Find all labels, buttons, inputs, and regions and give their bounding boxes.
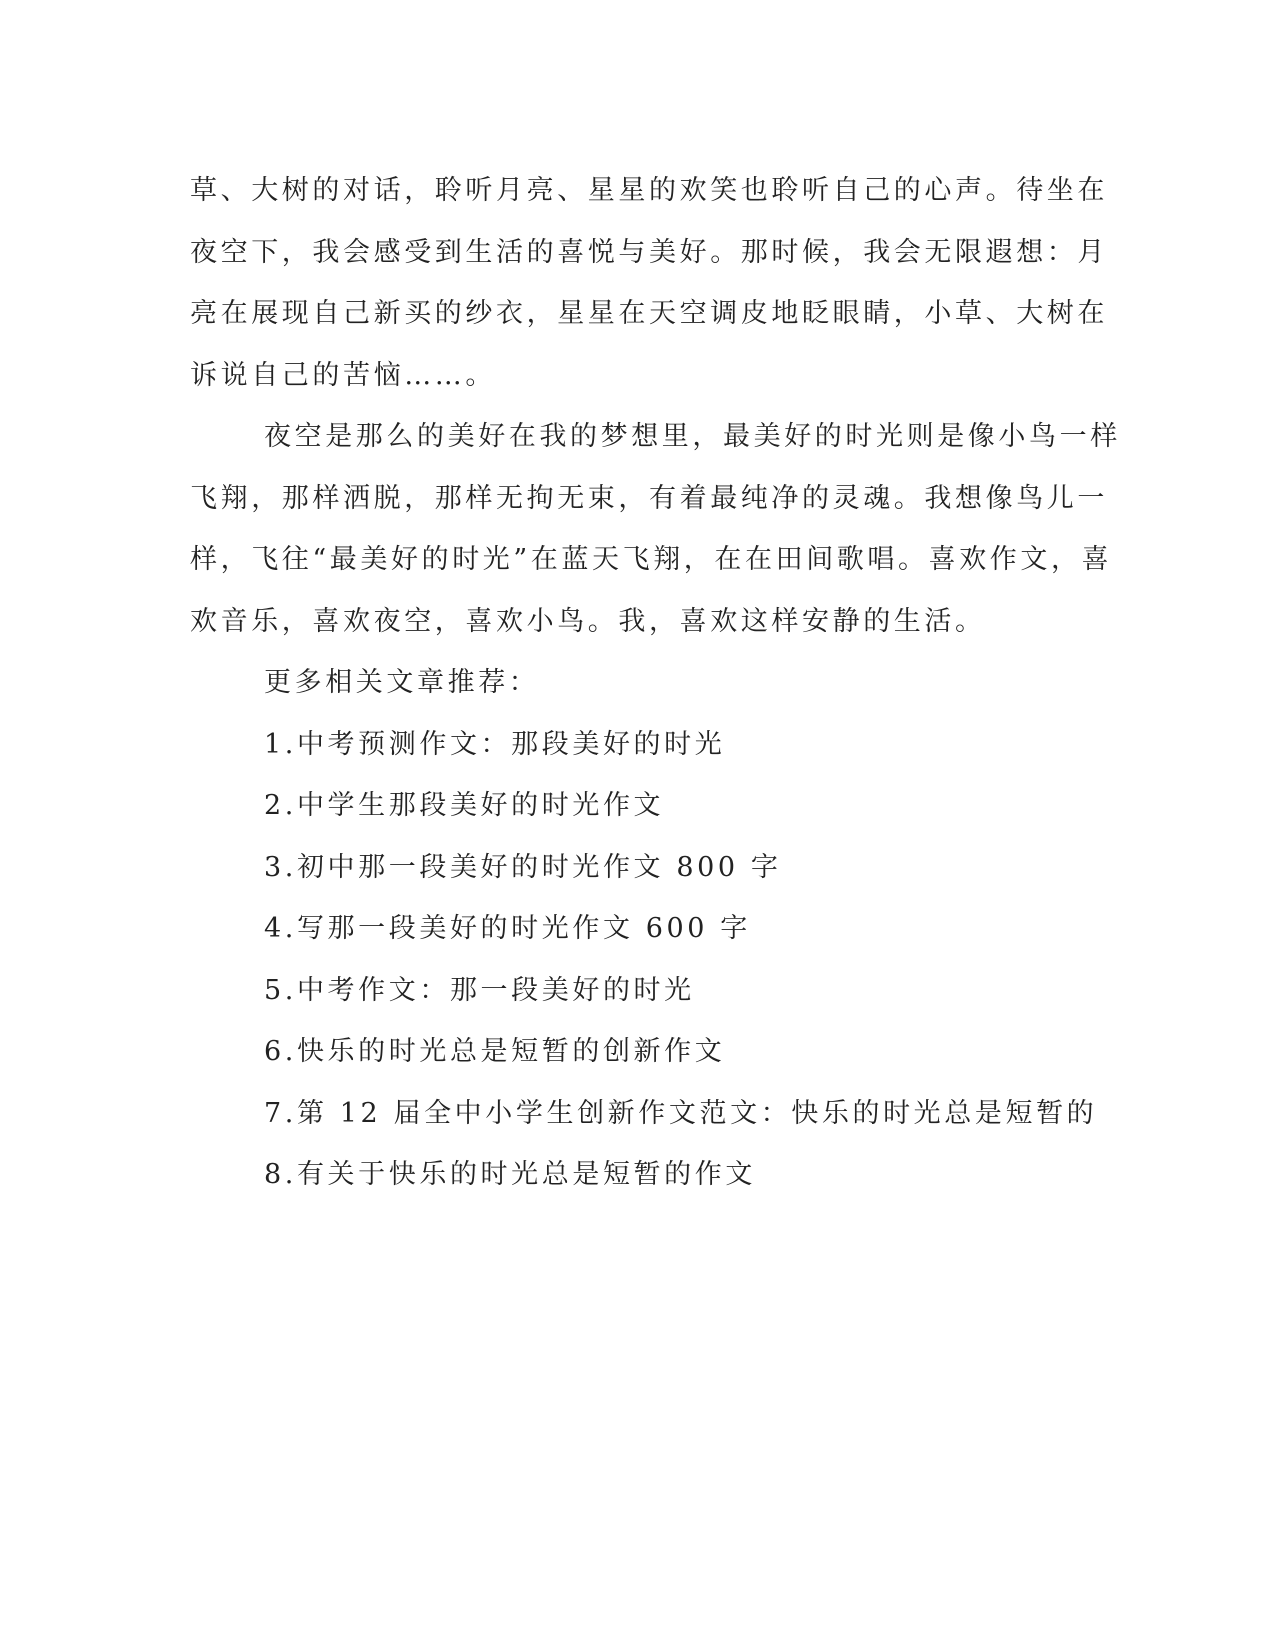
related-articles (190, 652, 1098, 1206)
related-article-link[interactable]: 2.中学生那段美好的时光作文 (264, 790, 665, 821)
related-article-link[interactable]: 6.快乐的时光总是短暂的创新作文 (264, 1036, 726, 1067)
paragraph-line: 草、大树的对话，聆听月亮、星星的欢笑也聆听自己的心声。待坐在 (190, 175, 1108, 206)
related-article-link[interactable]: 8.有关于快乐的时光总是短暂的作文 (264, 1159, 756, 1190)
paragraph-1 (190, 160, 1108, 406)
paragraph-line: 诉说自己的苦恼……。 (190, 359, 496, 391)
paragraph-line: 夜空下，我会感受到生活的喜悦与美好。那时候，我会无限遐想：月 (190, 236, 1108, 268)
paragraph-line: 亮在展现自己新买的纱衣，星星在天空调皮地眨眼睛，小草、大树在 (190, 298, 1108, 329)
paragraph-line: 夜空是那么的美好在我的梦想里，最美好的时光则是像小鸟一样 (264, 421, 1121, 452)
paragraph-line: 样，飞往“最美好的时光”在蓝天飞翔，在在田间歌唱。喜欢作文，喜 (190, 544, 1113, 575)
related-article-link[interactable]: 4.写那一段美好的时光作文 600 字 (264, 913, 751, 944)
related-article-link[interactable]: 3.初中那一段美好的时光作文 800 字 (264, 851, 782, 883)
paragraph-line: 飞翔，那样洒脱，那样无拘无束，有着最纯净的灵魂。我想像鸟儿一 (190, 482, 1108, 514)
paragraph-2 (190, 406, 1121, 652)
related-article-link[interactable]: 1.中考预测作文：那段美好的时光 (264, 728, 726, 760)
related-article-link[interactable]: 5.中考作文：那一段美好的时光 (264, 974, 695, 1006)
paragraph-line: 欢音乐，喜欢夜空，喜欢小鸟。我，喜欢这样安静的生活。 (190, 605, 986, 637)
document-body (190, 160, 1121, 1206)
related-article-link[interactable]: 7.第 12 届全中小学生创新作文范文：快乐的时光总是短暂的 (264, 1097, 1098, 1129)
related-heading: 更多相关文章推荐： (264, 667, 540, 698)
